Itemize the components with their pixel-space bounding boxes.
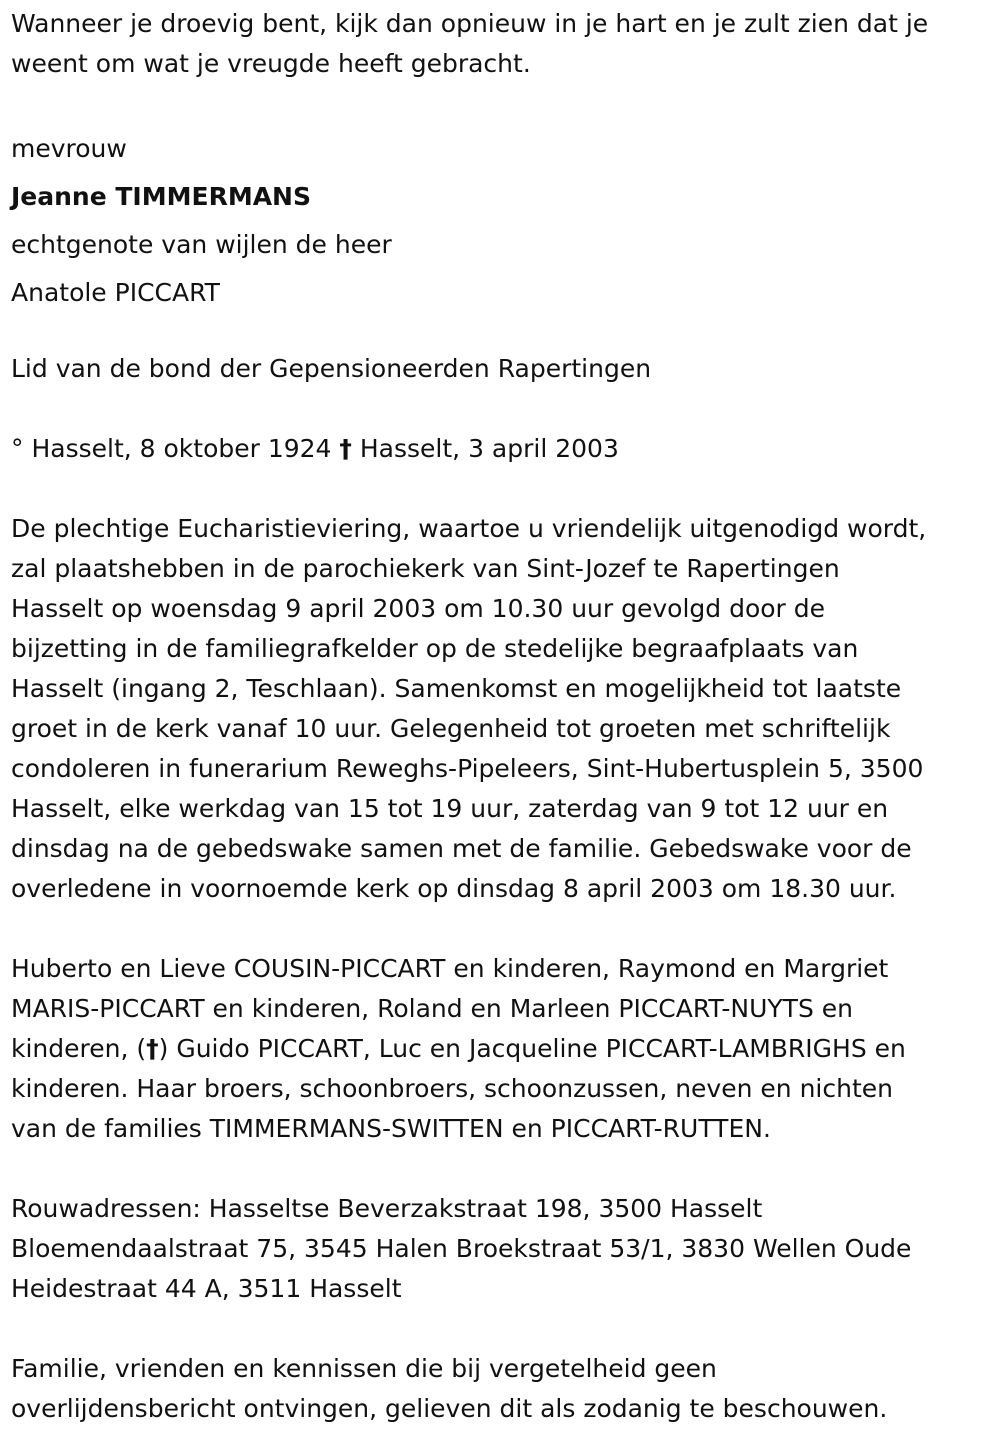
ceremony-line: groet in de kerk vanaf 10 uur. Gelegenheid tot groeten met schriftelijk bbox=[11, 714, 891, 743]
quote-line-2: weent om wat je vreugde heeft gebracht. bbox=[11, 49, 531, 78]
ceremony-line: De plechtige Eucharistieviering, waartoe u vriendelijk uitgenodigd wordt, bbox=[11, 514, 927, 543]
ceremony-line: zal plaatshebben in de parochiekerk van Sint-Jozef te Rapertingen bbox=[11, 554, 840, 583]
deceased-name: Jeanne TIMMERMANS bbox=[11, 182, 311, 211]
closing-line: overlijdensbericht ontvingen, gelieven dit als zodanig te beschouwen. bbox=[11, 1394, 888, 1423]
spouse-name: Anatole PICCART bbox=[11, 278, 220, 307]
opening-quote bbox=[11, 4, 996, 84]
family-paragraph bbox=[11, 949, 996, 1149]
family-line-prefix: kinderen, ( bbox=[11, 1034, 147, 1063]
deceased-title: mevrouw bbox=[11, 134, 127, 163]
ceremony-paragraph bbox=[11, 509, 996, 909]
family-line: Huberto en Lieve COUSIN-PICCART en kinderen, Raymond en Margriet bbox=[11, 954, 889, 983]
family-line: MARIS-PICCART en kinderen, Roland en Marleen PICCART-NUYTS en bbox=[11, 994, 853, 1023]
ceremony-line: Hasselt (ingang 2, Teschlaan). Samenkomst en mogelijkheid tot laatste bbox=[11, 674, 902, 703]
membership-text: Lid van de bond der Gepensioneerden Rapertingen bbox=[11, 354, 652, 383]
address-line: Bloemendaalstraat 75, 3545 Halen Broekstraat 53/1, 3830 Wellen Oude bbox=[11, 1234, 912, 1263]
family-line-suffix: ) Guido PICCART, Luc en Jacqueline PICCART-LAMBRIGHS en bbox=[158, 1034, 906, 1063]
ceremony-line: Hasselt, elke werkdag van 15 tot 19 uur, zaterdag van 9 tot 12 uur en bbox=[11, 794, 889, 823]
death-date: Hasselt, 3 april 2003 bbox=[359, 434, 619, 463]
quote-line-1: Wanneer je droevig bent, kijk dan opnieuw in je hart en je zult zien dat je bbox=[11, 9, 929, 38]
cross-icon: † bbox=[339, 434, 352, 463]
ceremony-line: dinsdag na de gebedswake samen met de familie. Gebedswake voor de bbox=[11, 834, 912, 863]
cross-icon: † bbox=[146, 1034, 159, 1063]
closing-line: Familie, vrienden en kennissen die bij vergetelheid geen bbox=[11, 1354, 717, 1383]
deceased-relation: echtgenote van wijlen de heer bbox=[11, 230, 392, 259]
address-line: Heidestraat 44 A, 3511 Hasselt bbox=[11, 1274, 402, 1303]
deceased-info bbox=[11, 125, 996, 317]
family-line: kinderen. Haar broers, schoonbroers, schoonzussen, neven en nichten bbox=[11, 1074, 893, 1103]
life-dates bbox=[11, 429, 996, 469]
family-line bbox=[11, 1029, 996, 1069]
addresses-paragraph bbox=[11, 1189, 996, 1309]
family-line: van de families TIMMERMANS-SWITTEN en PICCART-RUTTEN. bbox=[11, 1114, 771, 1143]
birth-date: ° Hasselt, 8 oktober 1924 bbox=[11, 434, 332, 463]
ceremony-line: overledene in voornoemde kerk op dinsdag 8 april 2003 om 18.30 uur. bbox=[11, 874, 897, 903]
life-dates-line bbox=[11, 429, 996, 469]
ceremony-line: Hasselt op woensdag 9 april 2003 om 10.30 uur gevolgd door de bbox=[11, 594, 826, 623]
membership bbox=[11, 349, 996, 389]
ceremony-line: condoleren in funerarium Reweghs-Pipeleers, Sint-Hubertusplein 5, 3500 bbox=[11, 754, 924, 783]
address-line: Rouwadressen: Hasseltse Beverzakstraat 198, 3500 Hasselt bbox=[11, 1194, 763, 1223]
ceremony-line: bijzetting in de familiegrafkelder op de stedelijke begraafplaats van bbox=[11, 634, 859, 663]
closing-paragraph bbox=[11, 1349, 996, 1429]
